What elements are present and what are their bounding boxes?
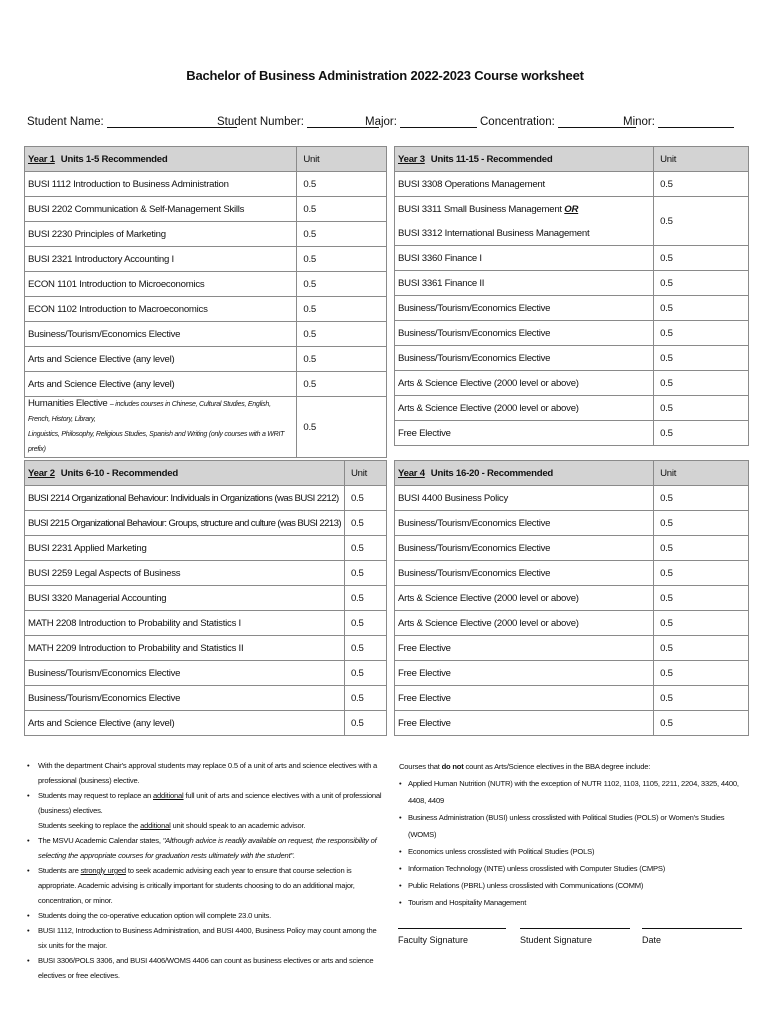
course-unit: 0.5	[654, 371, 749, 396]
year2-label: Year 2	[28, 467, 55, 479]
course-unit: 0.5	[344, 561, 386, 586]
course-unit: 0.5	[344, 536, 386, 561]
table-row	[395, 661, 749, 686]
course-unit: 0.5	[654, 586, 749, 611]
humanities-elective-name: Humanities Elective	[28, 398, 108, 409]
year3-recommended: Units 11-15 - Recommended	[430, 153, 553, 165]
major-label: Major:	[365, 116, 397, 128]
year4-recommended: Units 16-20 - Recommended	[430, 467, 554, 479]
table-row	[395, 586, 749, 611]
table-row	[395, 561, 749, 586]
table-row	[395, 246, 749, 271]
list-item: • Students doing the co-operative education option will complete 23.0 units.	[36, 908, 383, 923]
year1-unit-header: Unit	[297, 147, 387, 172]
course-name: BUSI 3312 International Business Management	[395, 221, 654, 246]
course-name: Business/Tourism/Economics Elective	[25, 686, 345, 711]
table-row	[25, 486, 387, 511]
signature-line	[398, 918, 506, 929]
table-row	[25, 536, 387, 561]
year4-unit-header: Unit	[654, 461, 749, 486]
table-row	[25, 397, 387, 458]
course-unit: 0.5	[344, 511, 386, 536]
table-row	[25, 297, 387, 322]
course-unit: 0.5	[297, 172, 387, 197]
course-name	[395, 197, 654, 222]
list-item: • Business Administration (BUSI) unless crosslisted with Political Studies (POLS) or Women's Studies (WOMS)	[408, 809, 749, 843]
major-field[interactable]	[365, 115, 477, 128]
course-name: Business/Tourism/Economics Elective	[395, 536, 654, 561]
table-row	[25, 636, 387, 661]
course-name: BUSI 3320 Managerial Accounting	[25, 586, 345, 611]
table-row	[25, 347, 387, 372]
course-name: BUSI 1112 Introduction to Business Administration	[25, 172, 297, 197]
course-unit: 0.5	[344, 636, 386, 661]
course-name: Arts & Science Elective (2000 level or above)	[395, 611, 654, 636]
minor-label: Minor:	[623, 116, 655, 128]
course-name: Arts & Science Elective (2000 level or above)	[395, 371, 654, 396]
signature-line	[520, 918, 630, 929]
table-row	[25, 686, 387, 711]
course-name: Free Elective	[395, 686, 654, 711]
course-unit: 0.5	[654, 346, 749, 371]
year3-table	[394, 146, 749, 446]
year2-header	[25, 461, 387, 486]
student-signature-label: Student Signature	[520, 935, 593, 945]
table-row	[395, 636, 749, 661]
student-signature-field[interactable]	[520, 918, 630, 945]
course-name: Arts and Science Elective (any level)	[25, 372, 297, 397]
table-row	[395, 421, 749, 446]
course-name: Free Elective	[395, 711, 654, 736]
course-name: Arts and Science Elective (any level)	[25, 347, 297, 372]
course-unit: 0.5	[297, 347, 387, 372]
course-name: BUSI 2231 Applied Marketing	[25, 536, 345, 561]
year2-table	[24, 460, 387, 736]
table-row	[25, 272, 387, 297]
course-name: BUSI 3361 Finance II	[395, 271, 654, 296]
table-row	[25, 511, 387, 536]
year2-unit-header: Unit	[344, 461, 386, 486]
course-unit: 0.5	[654, 686, 749, 711]
table-row	[25, 222, 387, 247]
course-unit: 0.5	[297, 397, 387, 458]
course-name: Arts and Science Elective (any level)	[25, 711, 345, 736]
course-name: Free Elective	[395, 661, 654, 686]
course-name: BUSI 2215 Organizational Behaviour: Groups, structure and culture (was BUSI 2213)	[25, 511, 345, 536]
table-row	[395, 172, 749, 197]
table-row	[395, 197, 749, 222]
notes-right	[399, 758, 749, 911]
table-row	[25, 372, 387, 397]
year3-header	[395, 147, 749, 172]
faculty-signature-field[interactable]	[398, 918, 506, 945]
course-unit: 0.5	[344, 486, 386, 511]
course-unit: 0.5	[297, 247, 387, 272]
student-name-field[interactable]	[27, 115, 237, 128]
course-name: MATH 2209 Introduction to Probability and Statistics II	[25, 636, 345, 661]
course-name: BUSI 3360 Finance I	[395, 246, 654, 271]
course-unit: 0.5	[297, 322, 387, 347]
course-name: Free Elective	[395, 421, 654, 446]
year2-recommended: Units 6-10 - Recommended	[60, 467, 178, 479]
student-number-label: Student Number:	[217, 116, 304, 128]
year1-recommended: Units 1-5 Recommended	[60, 153, 168, 165]
course-unit: 0.5	[297, 222, 387, 247]
table-row	[25, 711, 387, 736]
table-row	[25, 247, 387, 272]
year3-label: Year 3	[398, 153, 425, 165]
course-name: Business/Tourism/Economics Elective	[395, 296, 654, 321]
course-unit: 0.5	[654, 636, 749, 661]
course-unit: 0.5	[654, 661, 749, 686]
course-name: BUSI 2230 Principles of Marketing	[25, 222, 297, 247]
course-name: BUSI 2214 Organizational Behaviour: Individuals in Organizations (was BUSI 2212)	[25, 486, 345, 511]
table-row	[25, 561, 387, 586]
year4-table	[394, 460, 749, 736]
humanities-note-1: – includes courses in Chinese, Cultural Studies, English, French, History, Library,	[28, 401, 271, 423]
list-item: • Students may request to replace an additional full unit of arts and science electives with a unit of professional (business) electives. Students seeking to replace the additional unit should speak to an academic advisor.	[36, 788, 383, 833]
table-row	[25, 172, 387, 197]
year1-table	[24, 146, 387, 458]
year1-header	[25, 147, 387, 172]
table-row	[25, 322, 387, 347]
list-item: • Public Relations (PBRL) unless crosslisted with Communications (COMM)	[408, 877, 749, 894]
list-item: • With the department Chair's approval students may replace 0.5 of a unit of arts and science electives with a professional (business) elective.	[36, 758, 383, 788]
student-name-label: Student Name:	[27, 116, 104, 128]
student-info-row	[27, 115, 747, 133]
table-row	[395, 686, 749, 711]
course-name: Business/Tourism/Economics Elective	[395, 346, 654, 371]
course-unit: 0.5	[344, 661, 386, 686]
list-item: • The MSVU Academic Calendar states, "Although advice is readily available on request, the responsibility of selecting the appropriate courses for graduation rests ultimately with the student".	[36, 833, 383, 863]
course-unit: 0.5	[654, 172, 749, 197]
table-row	[25, 661, 387, 686]
course-name: BUSI 4400 Business Policy	[395, 486, 654, 511]
course-name: ECON 1102 Introduction to Macroeconomics	[25, 297, 297, 322]
course-name: MATH 2208 Introduction to Probability and Statistics I	[25, 611, 345, 636]
course-unit: 0.5	[654, 611, 749, 636]
course-unit: 0.5	[654, 321, 749, 346]
concentration-label: Concentration:	[480, 116, 555, 128]
student-number-field[interactable]	[217, 115, 379, 128]
year3-unit-header: Unit	[654, 147, 749, 172]
course-unit: 0.5	[654, 711, 749, 736]
table-row	[395, 321, 749, 346]
course-unit: 0.5	[297, 297, 387, 322]
course-unit: 0.5	[654, 536, 749, 561]
course-unit: 0.5	[344, 686, 386, 711]
list-item: • Students are strongly urged to seek academic advising each year to ensure that course selection is appropriate. Academic advising is critically important for students choosing to do an additional major, concentration, or minor.	[36, 863, 383, 908]
table-row	[25, 611, 387, 636]
course-name: BUSI 3308 Operations Management	[395, 172, 654, 197]
list-item: • BUSI 1112, Introduction to Business Administration, and BUSI 4400, Business Policy may count among the six units for the major.	[36, 923, 383, 953]
year4-label: Year 4	[398, 467, 425, 479]
list-item: • Tourism and Hospitality Management	[408, 894, 749, 911]
course-unit: 0.5	[344, 711, 386, 736]
table-row	[395, 536, 749, 561]
table-row	[395, 711, 749, 736]
course-unit: 0.5	[654, 486, 749, 511]
page-title: Bachelor of Business Administration 2022-2023 Course worksheet	[186, 68, 584, 83]
table-row	[395, 396, 749, 421]
concentration-field[interactable]	[480, 115, 636, 128]
humanities-elective-cell	[25, 397, 297, 458]
excluded-courses-list	[399, 775, 749, 911]
table-row	[395, 271, 749, 296]
course-unit: 0.5	[654, 246, 749, 271]
course-name: ECON 1101 Introduction to Microeconomics	[25, 272, 297, 297]
course-unit: 0.5	[344, 586, 386, 611]
signature-line	[642, 918, 742, 929]
table-row	[25, 586, 387, 611]
course-unit: 0.5	[344, 611, 386, 636]
list-item: • Information Technology (INTE) unless crosslisted with Computer Studies (CMPS)	[408, 860, 749, 877]
table-row	[395, 346, 749, 371]
list-item: • Economics unless crosslisted with Political Studies (POLS)	[408, 843, 749, 860]
course-unit: 0.5	[297, 272, 387, 297]
course-name: Arts & Science Elective (2000 level or above)	[395, 586, 654, 611]
table-row	[25, 197, 387, 222]
table-row	[395, 511, 749, 536]
course-name: BUSI 2259 Legal Aspects of Business	[25, 561, 345, 586]
course-unit: 0.5	[654, 296, 749, 321]
date-label: Date	[642, 935, 662, 945]
notes-left	[27, 758, 383, 983]
list-item: • Applied Human Nutrition (NUTR) with the exception of NUTR 1102, 1103, 1105, 2211, 2204, 3325, 4400, 4408, 4409	[408, 775, 749, 809]
course-unit: 0.5	[654, 561, 749, 586]
table-row	[395, 371, 749, 396]
course-unit: 0.5	[654, 271, 749, 296]
date-field[interactable]	[642, 918, 742, 945]
course-unit: 0.5	[297, 372, 387, 397]
table-row	[395, 486, 749, 511]
course-unit: 0.5	[297, 197, 387, 222]
excluded-courses-intro: Courses that do not count as Arts/Science electives in the BBA degree include:	[399, 762, 651, 771]
course-name: Business/Tourism/Economics Elective	[25, 322, 297, 347]
course-name: BUSI 2202 Communication & Self-Management Skills	[25, 197, 297, 222]
course-name: Business/Tourism/Economics Elective	[395, 561, 654, 586]
year1-label: Year 1	[28, 153, 55, 165]
table-row	[395, 611, 749, 636]
course-name: Business/Tourism/Economics Elective	[395, 511, 654, 536]
course-unit: 0.5	[654, 197, 749, 246]
list-item: • BUSI 3306/POLS 3306, and BUSI 4406/WOMS 4406 can count as business electives or arts and science electives or free electives.	[36, 953, 383, 983]
course-unit: 0.5	[654, 421, 749, 446]
humanities-note-2: Linguistics, Philosophy, Religious Studies, Spanish and Writing (only courses with a WRIT prefix)	[28, 431, 285, 453]
course-name: Business/Tourism/Economics Elective	[25, 661, 345, 686]
course-unit: 0.5	[654, 511, 749, 536]
course-name: Arts & Science Elective (2000 level or above)	[395, 396, 654, 421]
notes-left-list	[27, 758, 383, 983]
year4-header	[395, 461, 749, 486]
course-option-a: BUSI 3311 Small Business Management	[398, 203, 562, 215]
course-name: Free Elective	[395, 636, 654, 661]
course-name: Business/Tourism/Economics Elective	[395, 321, 654, 346]
or-label: OR	[564, 203, 579, 215]
course-name: BUSI 2321 Introductory Accounting I	[25, 247, 297, 272]
minor-field[interactable]	[623, 115, 734, 128]
course-unit: 0.5	[654, 396, 749, 421]
table-row	[395, 296, 749, 321]
faculty-signature-label: Faculty Signature	[398, 935, 469, 945]
